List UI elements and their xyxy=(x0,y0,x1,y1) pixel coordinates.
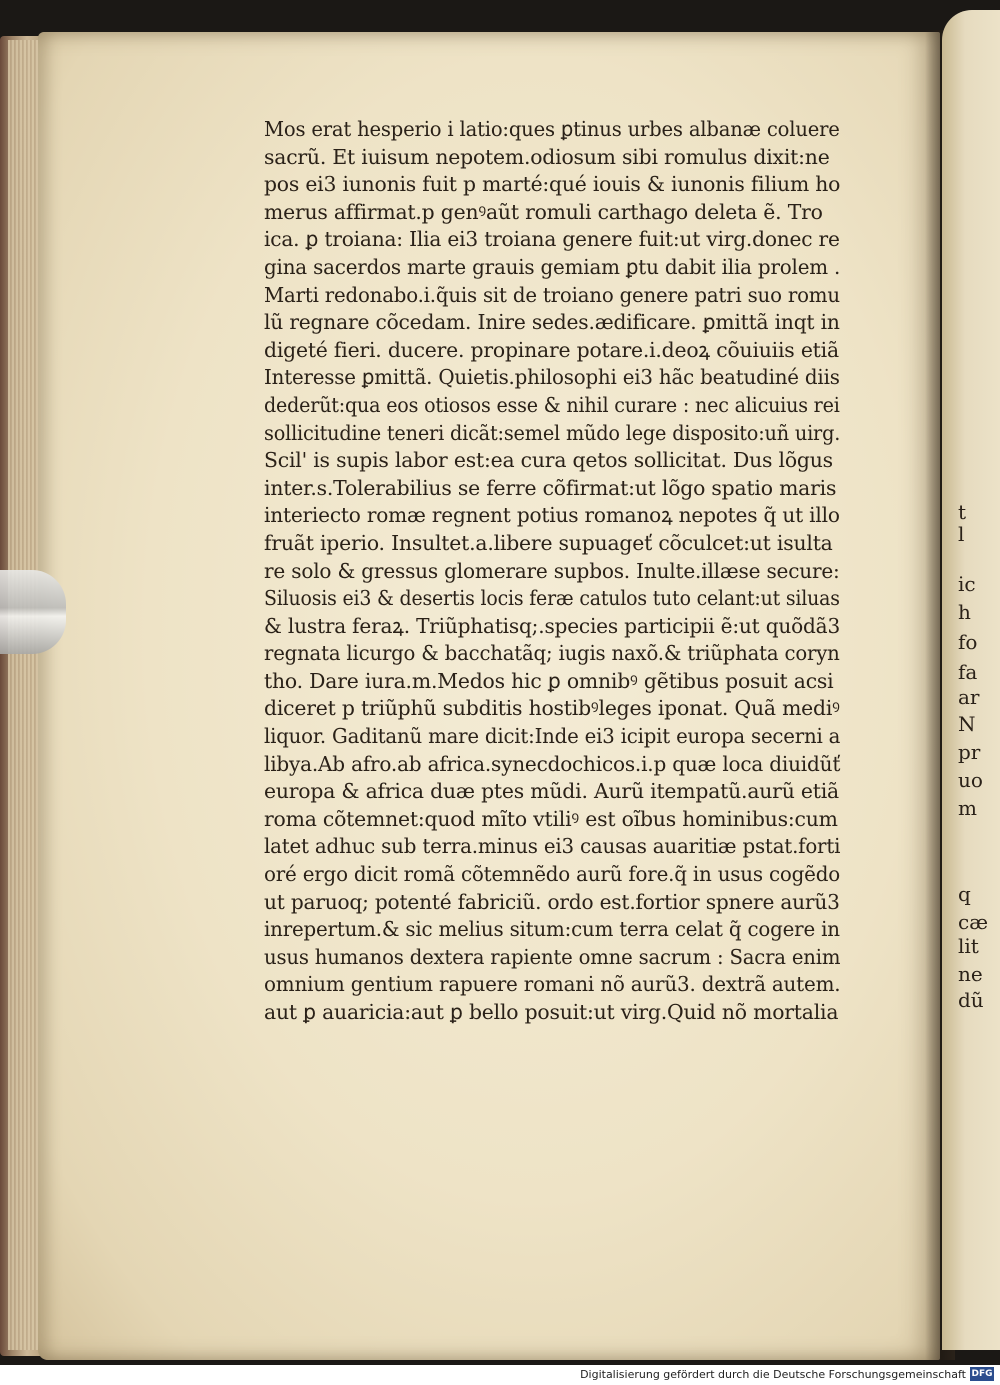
facing-page-fragment: m xyxy=(958,796,977,820)
text-line: sollicitudine teneri dicãt:semel mũdo lege disposito:uñ uirg. xyxy=(264,420,841,445)
facing-page-fragment: q xyxy=(958,882,971,906)
text-line: gina sacerdos marte grauis gemiam ꝑtu dabit ilia prolem . xyxy=(264,254,841,279)
text-line: dederũt:qua eos otiosos esse & nihil curare : nec alicuius rei xyxy=(264,392,840,417)
text-line: tho. Dare iura.m.Medos hic ꝑ omnibꝰ gẽtibus posuit acsi xyxy=(264,668,834,693)
text-line: ica. ꝑ troiana: Ilia ei3 troiana genere fuit:ut virg.donec re xyxy=(264,227,840,252)
facing-page-fragment: dũ xyxy=(958,988,984,1012)
facing-page-fragment: fa xyxy=(958,660,978,684)
text-line: regnata licurgo & bacchatãq; iugis naxõ.& triũphata coryn xyxy=(264,641,840,666)
text-line: Marti redonabo.i.q̃uis sit de troiano genere patri suo romu xyxy=(264,282,840,307)
facing-page-fragment: ne xyxy=(958,962,983,986)
text-line: Scil' is supis labor est:ea cura qetos sollicitat. Dus lõgus xyxy=(264,448,833,473)
facing-page-fragment: uo xyxy=(958,768,983,792)
facing-page-fragment: l xyxy=(958,522,965,546)
text-line: oré ergo dicit romã cõtemnẽdo aurũ fore.q̃ in usus cogẽdo xyxy=(264,862,840,887)
text-line: inter.s.Tolerabilius se ferre cõfirmat:ut lõgo spatio maris xyxy=(264,475,837,500)
text-line: sacrũ. Et iuisum nepotem.odiosum sibi romulus dixit:ne xyxy=(264,144,830,169)
facing-page-fragment: cæ xyxy=(958,910,988,934)
dfg-logo-icon: DFG xyxy=(971,1369,993,1379)
text-line: aut ꝑ auaricia:aut ꝑ bello posuit:ut virg.Quid nõ mortalia xyxy=(264,1000,839,1024)
text-line: lũ regnare cõcedam. Inire sedes.ædificare. ꝑmittã inqt in xyxy=(264,310,840,335)
text-line: omnium gentium rapuere romani nõ aurũ3. dextrã autem. xyxy=(264,972,841,997)
text-line: pos ei3 iunonis fuit p marté:qué iouis & iunonis filium ho xyxy=(264,172,841,197)
facing-page-fragment: pr xyxy=(958,740,981,764)
text-line: inrepertum.& sic melius situm:cum terra celat q̃ cogere in xyxy=(264,917,840,942)
facing-page-fragment: fo xyxy=(958,630,978,654)
text-line: interiecto romæ regnent potius romanoꝝ nepotes q̃ ut illo xyxy=(264,503,840,528)
footer-credit-text: Digitalisierung gefördert durch die Deutsche Forschungsgemeinschaft xyxy=(580,1368,966,1381)
text-line: Mos erat hesperio i latio:ques ꝑtinus urbes albanæ coluere xyxy=(264,117,840,141)
text-line: merus affirmat.p genꝰaũt romuli carthago deleta ẽ. Tro xyxy=(264,199,823,224)
text-line: latet adhuc sub terra.minus ei3 causas auaritiæ pstat.forti xyxy=(264,834,841,859)
facing-page-fragment: ar xyxy=(958,685,980,709)
text-line: liquor. Gaditanũ mare dicit:Inde ei3 icipit europa secerni a xyxy=(264,724,841,749)
facing-page-fragment: ic xyxy=(958,572,976,596)
text-line: Interesse ꝑmittã. Quietis.philosophi ei3 hãc beatudiné diis xyxy=(264,365,840,390)
text-line: fruãt iperio. Insultet.a.libere supuageť cõculcet:ut isulta xyxy=(264,530,833,555)
text-line: libya.Ab afro.ab africa.synecdochicos.i.p quæ loca diuidũť xyxy=(264,751,841,776)
text-line: re solo & gressus glomerare supbos. Inulte.illæse secure: xyxy=(264,558,840,583)
text-line: usus humanos dextera rapiente omne sacrum : Sacra enim xyxy=(264,944,841,969)
text-line: & lustra feraꝝ. Triũphatisq;.species participii ẽ:ut quõdã3 xyxy=(264,613,841,638)
text-line: digeté fieri. ducere. propinare potare.i.deoꝝ cõuiuiis etiã xyxy=(264,337,839,362)
text-line: europa & africa duæ ptes mũdi. Aurũ itempatũ.aurũ etiã xyxy=(264,779,839,804)
facing-page-fragment: h xyxy=(958,600,971,624)
text-line: Siluosis ei3 & desertis locis feræ catulos tuto celant:ut siluas xyxy=(264,586,840,611)
page-text-block xyxy=(264,116,844,1027)
page-clip xyxy=(0,570,66,654)
facing-page-fragment: lit xyxy=(958,934,979,958)
text-line: diceret p triũphũ subditis hostibꝰleges iponat. Quã mediꝰ xyxy=(264,696,840,721)
text-line: ut paruoq; potenté fabriciũ. ordo est.fortior spnere aurũ3 xyxy=(264,889,840,914)
facing-page-fragment: t xyxy=(958,500,967,524)
facing-page-fragment: N xyxy=(958,712,976,736)
text-line: roma cõtemnet:quod mĩto vtiliꝰ est oĩbus hominibus:cum xyxy=(264,806,838,831)
